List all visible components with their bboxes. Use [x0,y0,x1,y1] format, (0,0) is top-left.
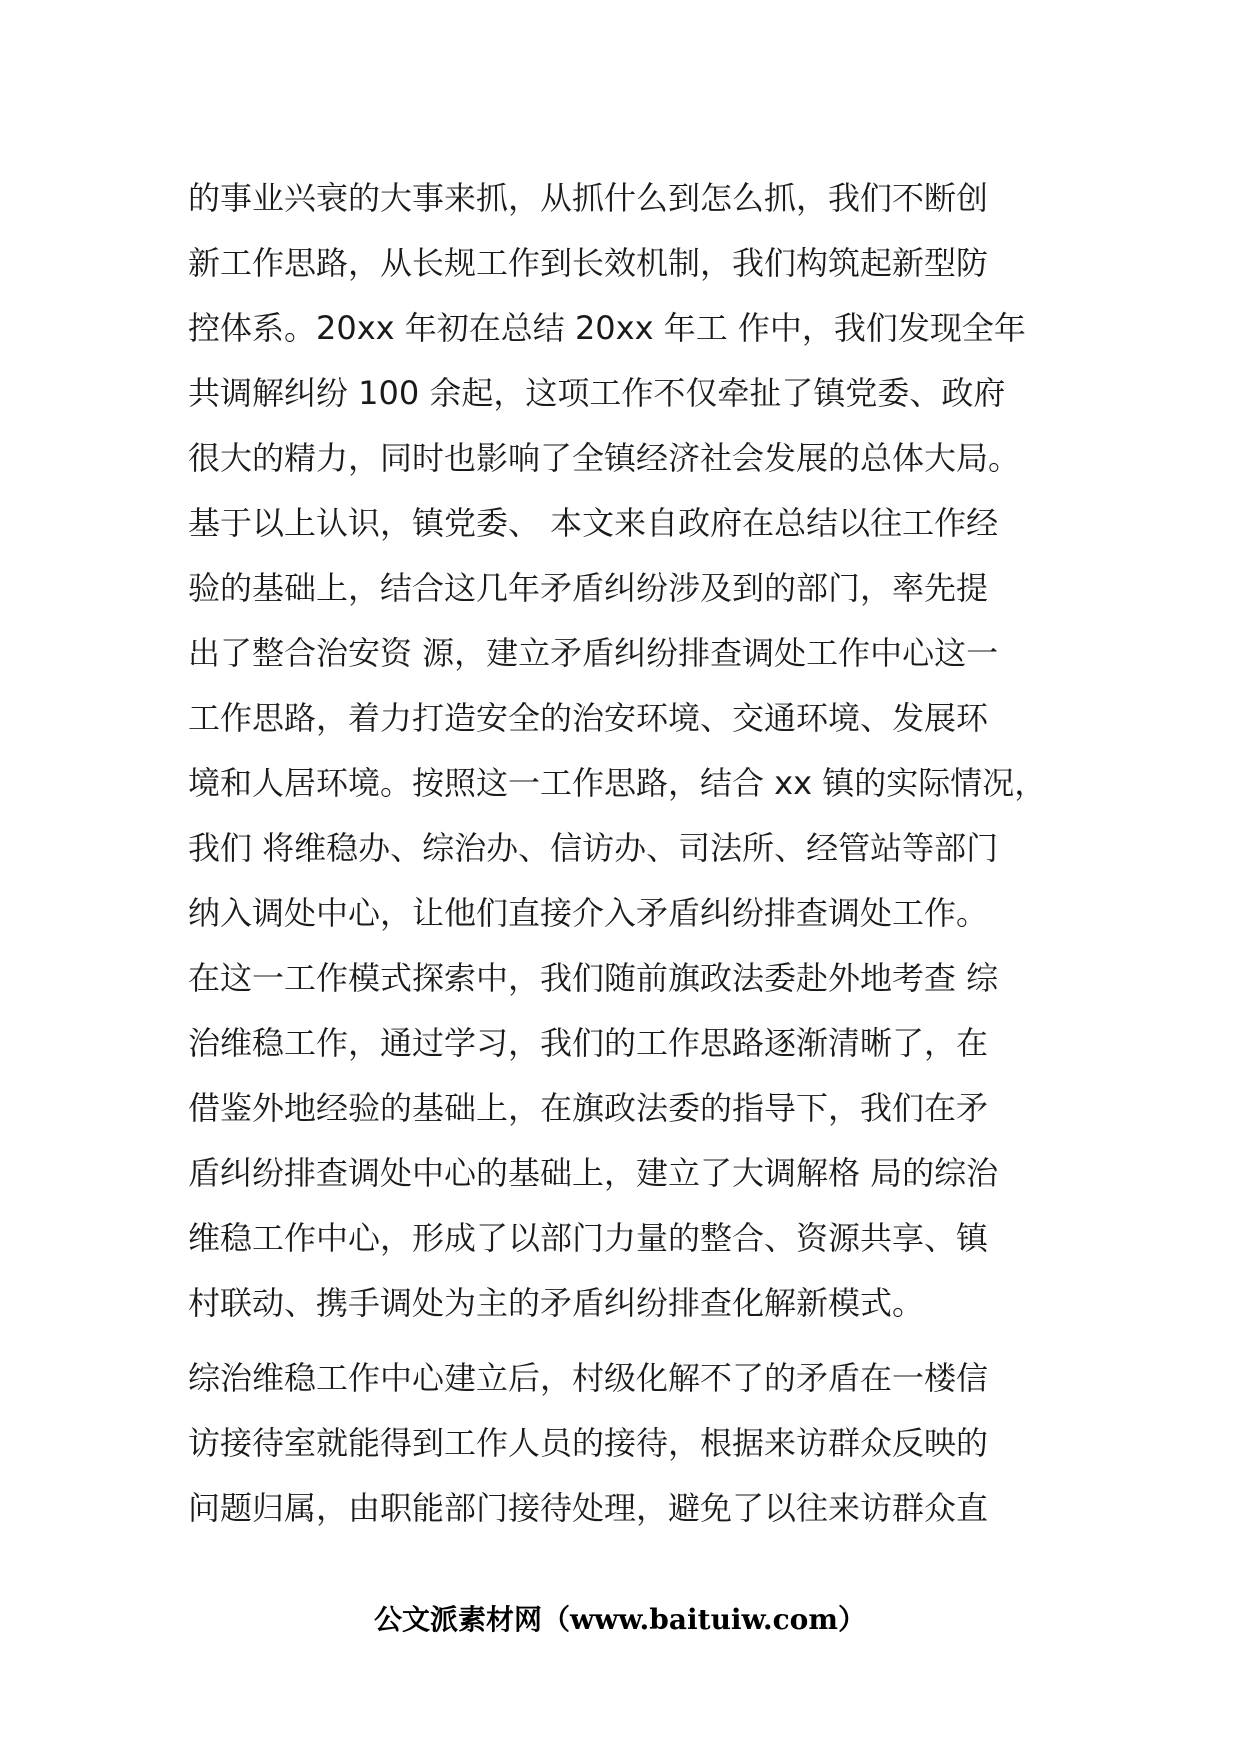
text-line: 新工作思路，从长规工作到长效机制，我们构筑起新型防 [188,244,989,282]
text-line: 验的基础上，结合这几年矛盾纠纷涉及到的部门，率先提 [188,569,989,607]
text-line: 基于以上认识，镇党委、 本文来自政府在总结以往工作经 [188,504,999,542]
text-line: 村联动、携手调处为主的矛盾纠纷排查化解新模式。 [188,1284,925,1322]
text-line: 纳入调处中心，让他们直接介入矛盾纠纷排查调处工作。 [188,894,989,932]
paragraph-1 [188,166,1088,1336]
text-line: 很大的精力，同时也影响了全镇经济社会发展的总体大局。 [188,439,1021,477]
paragraph-2 [188,1346,1088,1541]
text-line: 控体系。20xx 年初在总结 20xx 年工 作中，我们发现全年 [188,309,1026,347]
text-line: 借鉴外地经验的基础上，在旗政法委的指导下，我们在矛 [188,1089,989,1127]
text-line: 访接待室就能得到工作人员的接待，根据来访群众反映的 [188,1424,989,1462]
text-line: 共调解纠纷 100 余起，这项工作不仅牵扯了镇党委、政府 [188,374,1006,412]
text-line: 盾纠纷排查调处中心的基础上，建立了大调解格 局的综治 [188,1154,999,1192]
text-line: 问题归属，由职能部门接待处理，避免了以往来访群众直 [188,1489,989,1527]
text-line: 综治维稳工作中心建立后，村级化解不了的矛盾在一楼信 [188,1359,989,1397]
text-line: 在这一工作模式探索中，我们随前旗政法委赴外地考查 综 [188,959,999,997]
page-footer-watermark: 公文派素材网（www.baituiw.com） [374,1603,866,1636]
document-body [188,166,1088,1541]
text-line: 境和人居环境。按照这一工作思路，结合 xx 镇的实际情况， [188,764,1047,802]
text-line: 工作思路，着力打造安全的治安环境、交通环境、发展环 [188,699,989,737]
paragraph-spacer [188,1336,1088,1346]
text-line: 出了整合治安资 源，建立矛盾纠纷排查调处工作中心这一 [188,634,999,672]
text-line: 维稳工作中心，形成了以部门力量的整合、资源共享、镇 [188,1219,989,1257]
text-line: 治维稳工作，通过学习，我们的工作思路逐渐清晰了，在 [188,1024,989,1062]
text-line: 的事业兴衰的大事来抓，从抓什么到怎么抓，我们不断创 [188,179,989,217]
text-line: 我们 将维稳办、综治办、信访办、司法所、经管站等部门 [188,829,999,867]
